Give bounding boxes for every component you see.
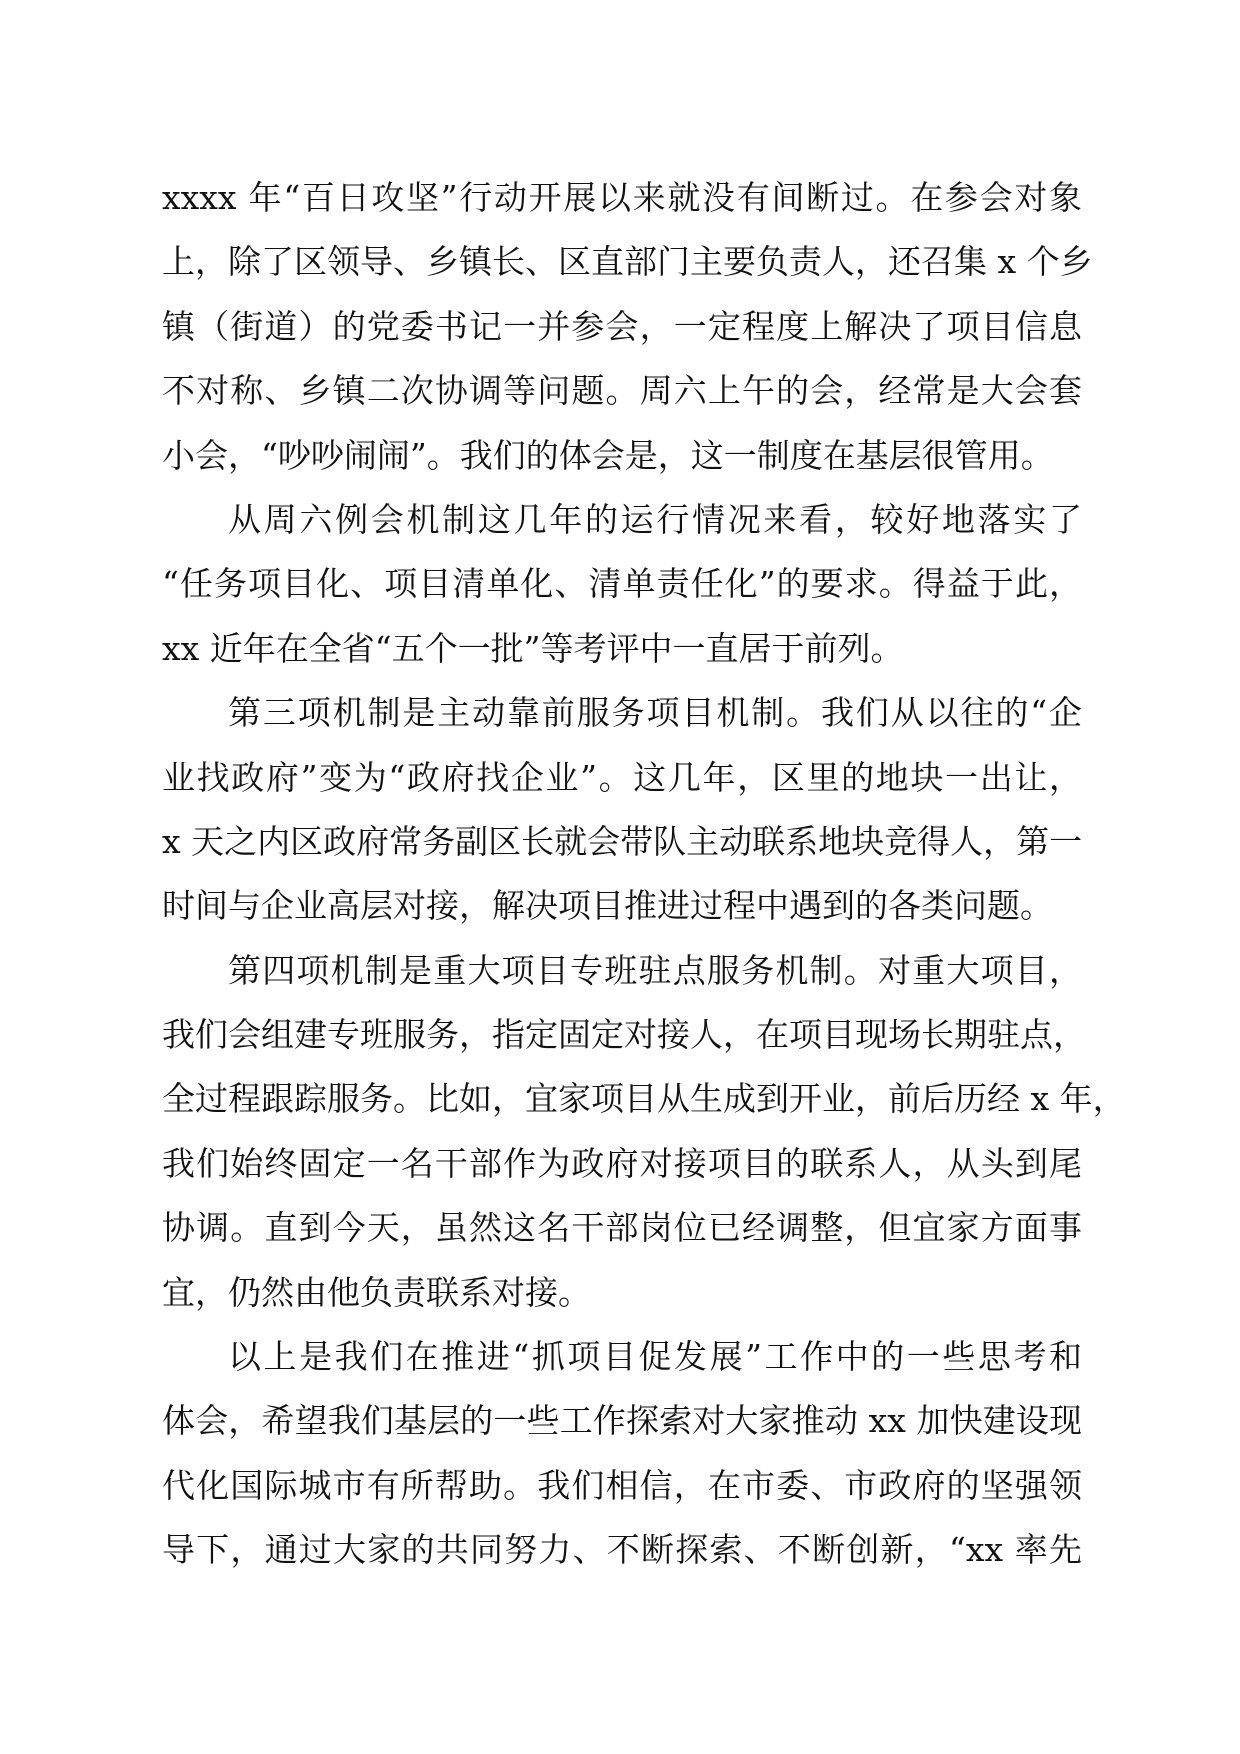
text-line: 代化国际城市有所帮助。我们相信，在市委、市政府的坚强领 bbox=[162, 1465, 1082, 1505]
text-line: 我们会组建专班服务，指定固定对接人，在项目现场长期驻点， bbox=[162, 1015, 1086, 1055]
text-line: 全过程跟踪服务。比如，宜家项目从生成到开业，前后历经 x 年， bbox=[162, 1079, 1126, 1119]
text-line: 体会，希望我们基层的一些工作探索对大家推动 xx 加快建设现 bbox=[162, 1401, 1082, 1441]
text-line: x 天之内区政府常务副区长就会带队主动联系地块竞得人，第一 bbox=[162, 821, 1083, 861]
text-line: 不对称、乡镇二次协调等问题。周六上午的会，经常是大会套 bbox=[162, 371, 1082, 411]
text-line: 导下，通过大家的共同努力、不断探索、不断创新，“xx 率先 bbox=[162, 1530, 1082, 1570]
text-line: 我们始终固定一名干部作为政府对接项目的联系人，从头到尾 bbox=[162, 1143, 1082, 1183]
text-line: 第三项机制是主动靠前服务项目机制。我们从以往的“企 bbox=[228, 693, 1082, 733]
text-line: 镇（街道）的党委书记一并参会，一定程度上解决了项目信息 bbox=[162, 306, 1082, 346]
text-line: 从周六例会机制这几年的运行情况来看，较好地落实了 bbox=[228, 499, 1082, 539]
text-line: 小会，“吵吵闹闹”。我们的体会是，这一制度在基层很管用。 bbox=[162, 435, 1054, 475]
text-line: 协调。直到今天，虽然这名干部岗位已经调整，但宜家方面事 bbox=[162, 1208, 1082, 1248]
text-line: 时间与企业高层对接，解决项目推进过程中遇到的各类问题。 bbox=[162, 886, 1053, 926]
text-line: 上，除了区领导、乡镇长、区直部门主要负责人，还召集 x 个乡 bbox=[162, 242, 1093, 282]
document-body bbox=[162, 166, 1126, 1583]
text-line: xx 近年在全省“五个一批”等考评中一直居于前列。 bbox=[162, 628, 904, 668]
text-line: 以上是我们在推进“抓项目促发展”工作中的一些思考和 bbox=[228, 1337, 1082, 1377]
text-line: 宜，仍然由他负责联系对接。 bbox=[162, 1272, 591, 1312]
text-line: “任务项目化、项目清单化、清单责任化”的要求。得益于此， bbox=[162, 564, 1082, 604]
text-line: 业找政府”变为“政府找企业”。这几年，区里的地块一出让， bbox=[162, 757, 1082, 797]
text-line: xxxx 年“百日攻坚”行动开展以来就没有间断过。在参会对象 bbox=[162, 178, 1082, 217]
text-line: 第四项机制是重大项目专班驻点服务机制。对重大项目， bbox=[228, 950, 1082, 990]
